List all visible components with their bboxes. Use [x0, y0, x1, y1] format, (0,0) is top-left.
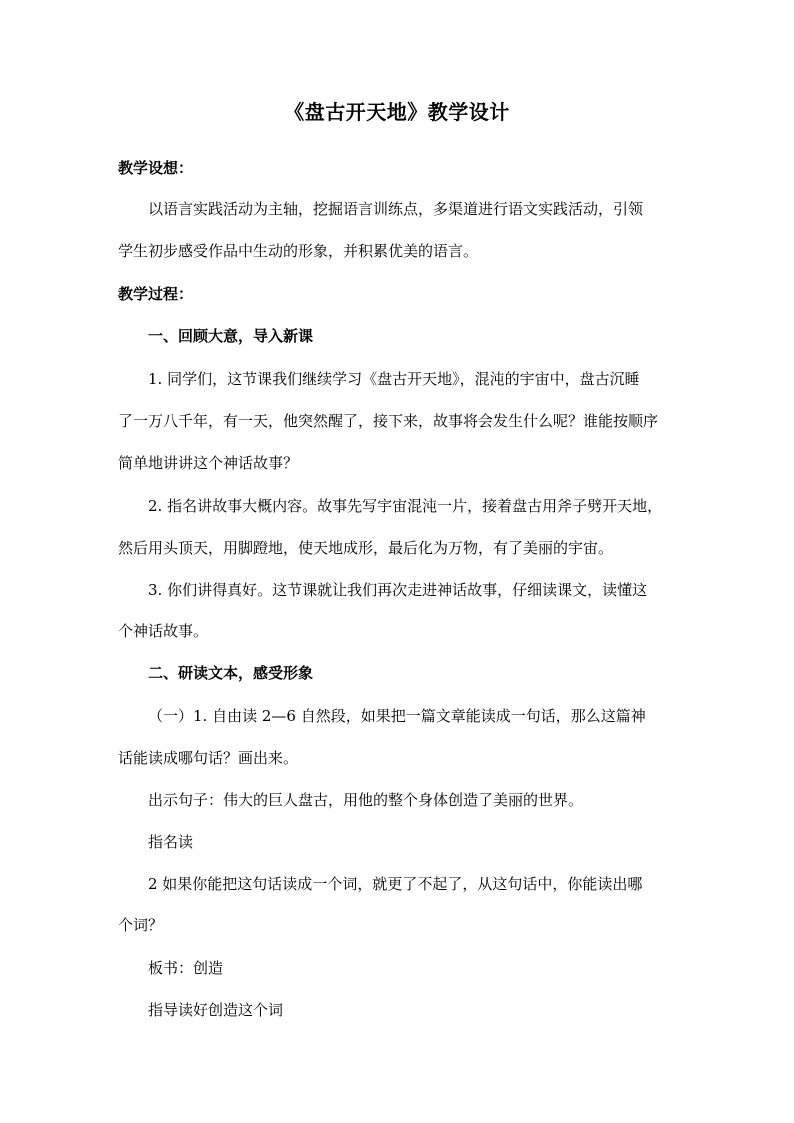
paragraph-line: 1. 同学们，这节课我们继续学习《盘古开天地》，混沌的宇宙中，盘古沉睡 [148, 370, 640, 388]
subsection-heading-2: 二、研读文本，感受形象 [148, 664, 314, 682]
paragraph-line: 学生初步感受作品中生动的形象，并积累优美的语言。 [118, 242, 479, 260]
paragraph-line: 3. 你们讲得真好。这节课就让我们再次走进神话故事，仔细读课文，读懂这 [148, 581, 648, 599]
paragraph-line: 板书：创造 [148, 959, 224, 977]
subsection-heading-1: 一、回顾大意，导入新课 [148, 327, 314, 345]
paragraph-line: 话能读成哪句话？画出来。 [118, 749, 299, 767]
paragraph-line: 以语言实践活动为主轴，挖掘语言训练点，多渠道进行语文实践活动，引领 [148, 200, 644, 218]
paragraph-line: 2. 指名讲故事大概内容。故事先写宇宙混沌一片，接着盘古用斧子劈开天地， [148, 497, 663, 515]
paragraph-line: 个神话故事。 [118, 622, 209, 640]
paragraph-line: 然后用头顶天，用脚蹬地，使天地成形，最后化为万物，有了美丽的宇宙。 [118, 539, 614, 557]
paragraph-line: 2 如果你能把这句话读成一个词，就更了不起了，从这句话中，你能读出哪 [148, 875, 643, 893]
paragraph-line: 指导读好创造这个词 [148, 1001, 284, 1019]
paragraph-line: 了一万八千年，有一天，他突然醒了，接下来，故事将会发生什么呢？谁能按顺序 [118, 412, 659, 430]
paragraph-line: 指名读 [148, 833, 194, 851]
section-heading-teaching-idea: 教学设想： [118, 159, 194, 177]
section-heading-teaching-process: 教学过程： [118, 285, 194, 303]
document-title: 《盘古开天地》教学设计 [284, 100, 510, 124]
paragraph-line: 出示句子：伟大的巨人盘古，用他的整个身体创造了美丽的世界。 [148, 791, 584, 809]
paragraph-line: （一）1. 自由读 2—6 自然段，如果把一篇文章能读成一句话，那么这篇神 [148, 707, 646, 725]
paragraph-line: 个词？ [118, 916, 164, 934]
paragraph-line: 简单地讲讲这个神话故事？ [118, 454, 299, 472]
